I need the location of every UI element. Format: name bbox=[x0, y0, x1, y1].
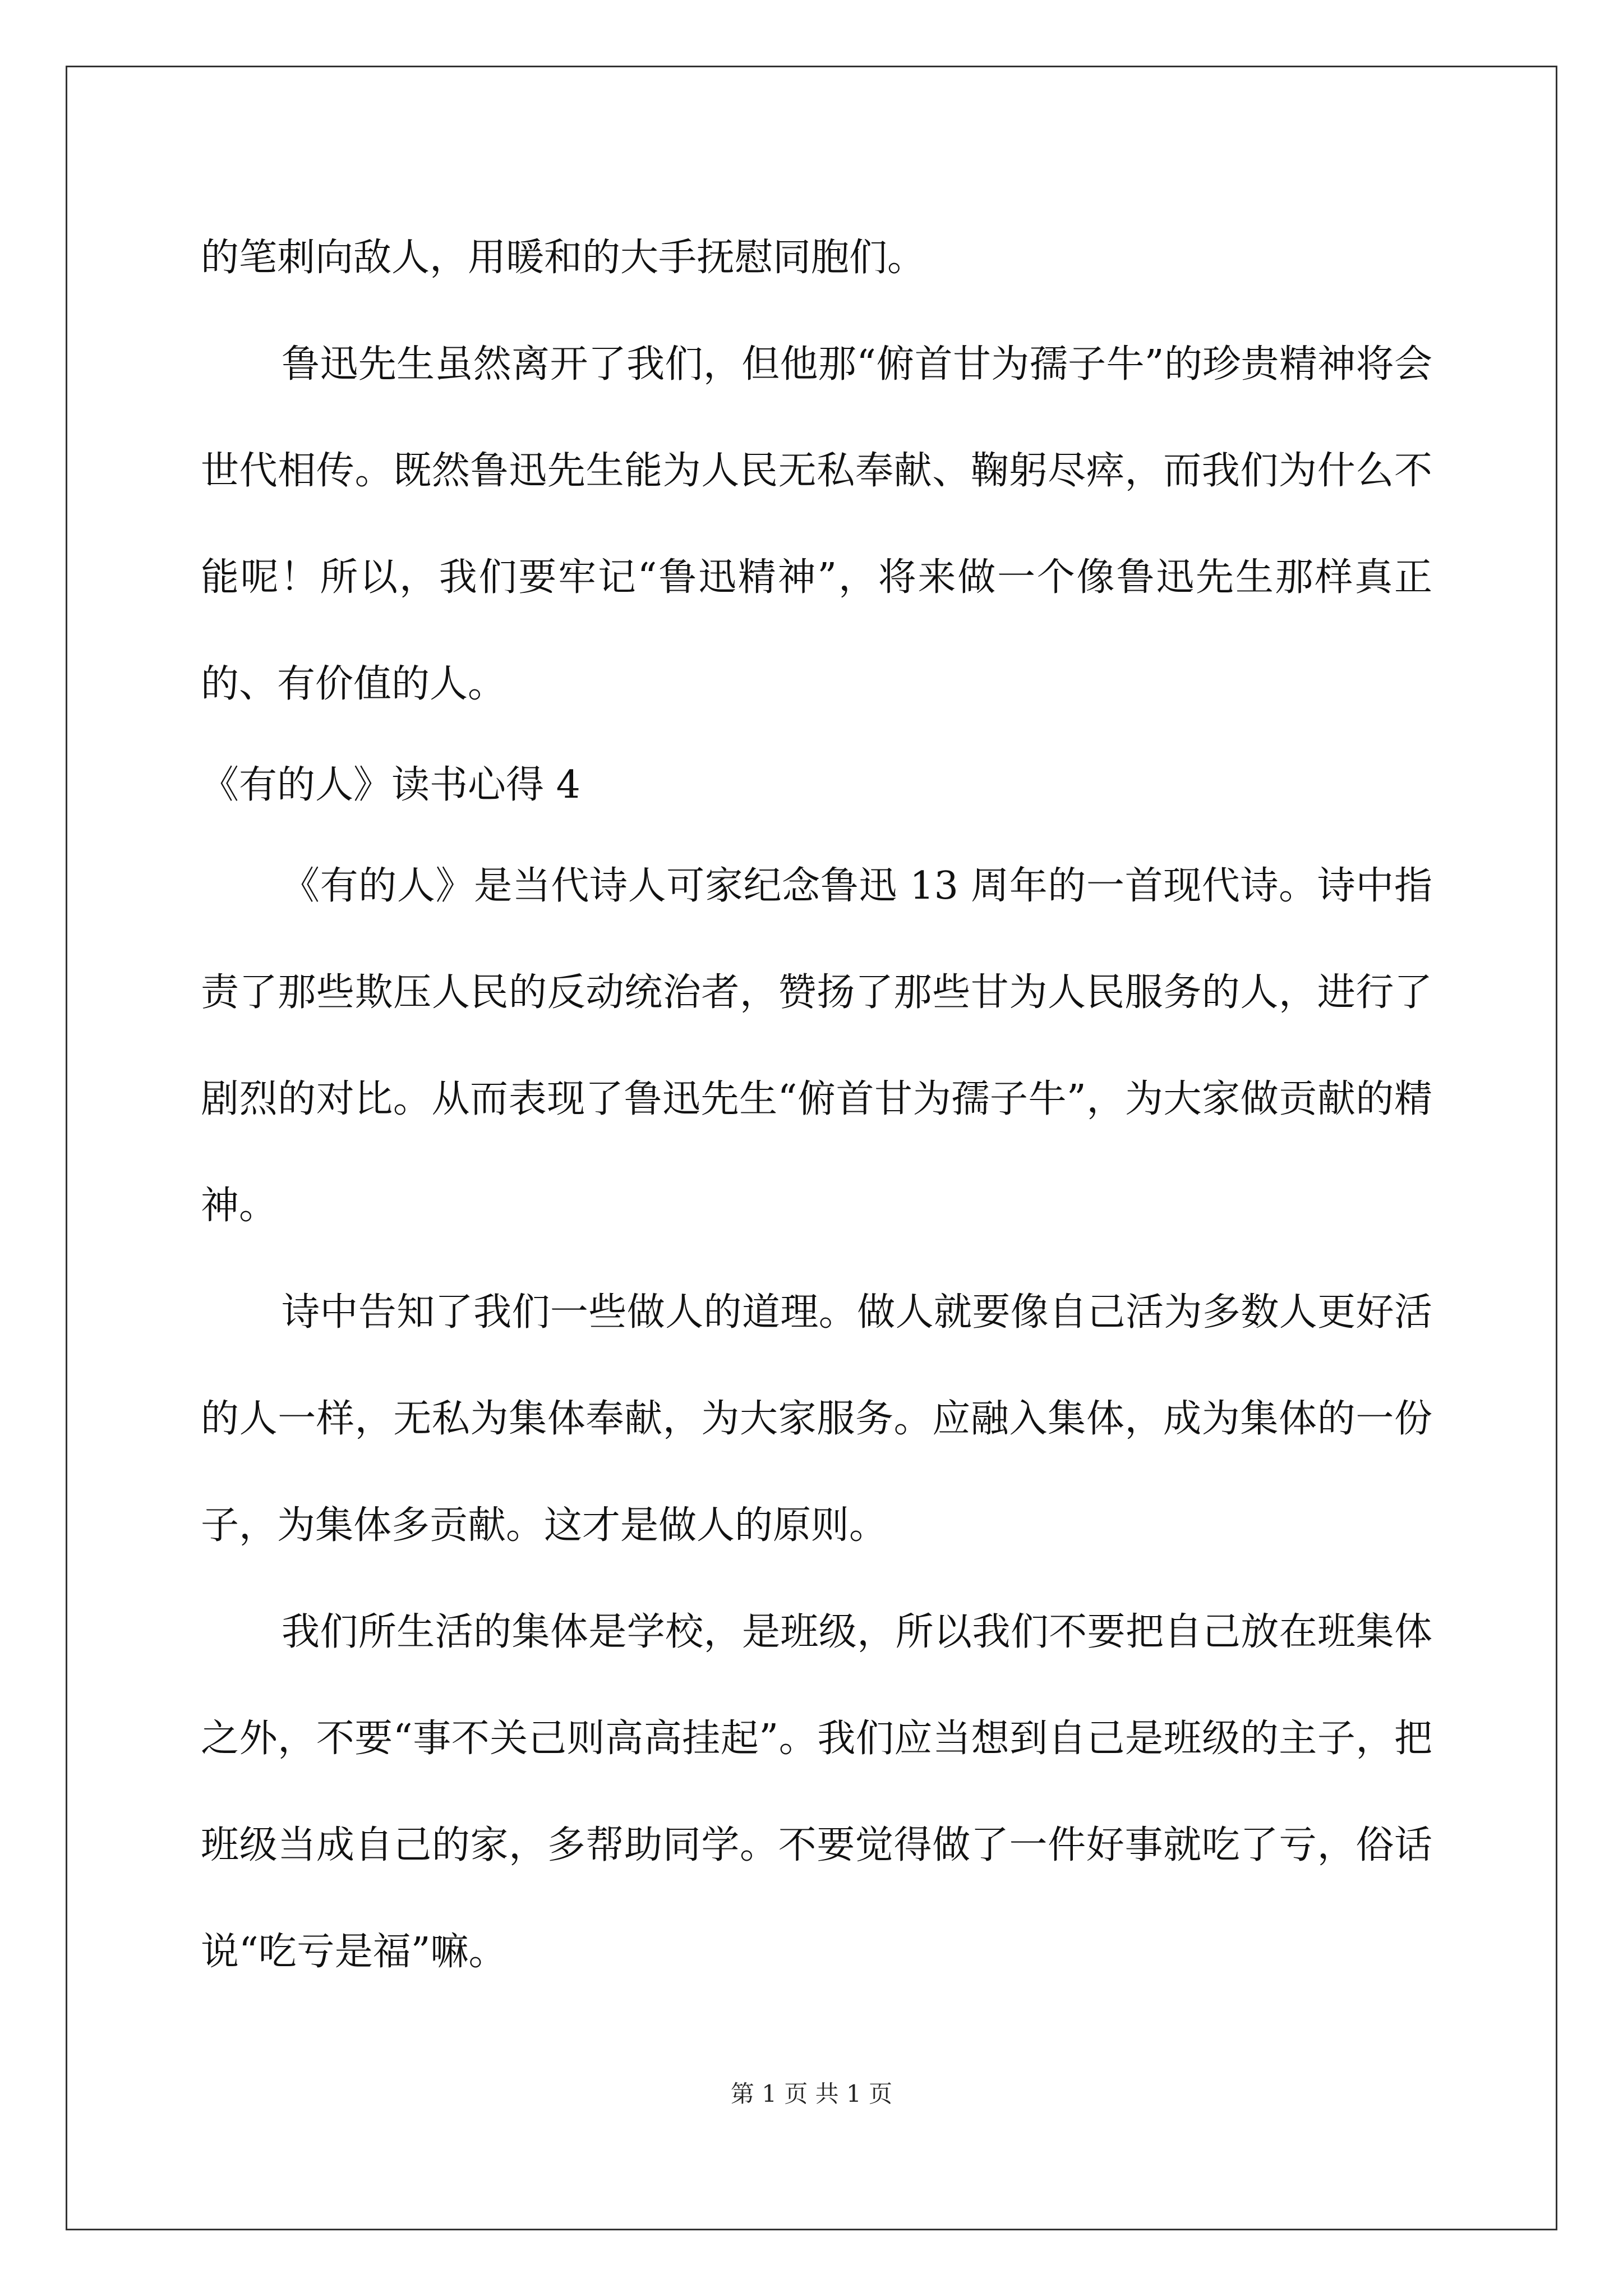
paragraph-class-collective: 我们所生活的集体是学校，是班级，所以我们不要把自己放在班集体之外，不要“事不关己则高高挂起”。我们应当想到自己是班级的主子，把班级当成自己的家，多帮助同学。不要觉得做了一件好事就吃了亏，俗话说“吃亏是福”嘛。 bbox=[201, 1610, 1432, 1974]
paragraph-lu-xun-spirit: 鲁迅先生虽然离开了我们，但他那“俯首甘为孺子牛”的珍贵精神将会世代相传。既然鲁迅先生能为人民无私奉献、鞠躬尽瘁，而我们为什么不能呢！所以，我们要牢记“鲁迅精神”，将来做一个像鲁迅先生那样真正的、有价值的人。 bbox=[201, 342, 1432, 706]
document-body bbox=[201, 205, 1432, 2005]
paragraph-life-lesson: 诗中告知了我们一些做人的道理。做人就要像自己活为多数人更好活的人一样，无私为集体奉献，为大家服务。应融入集体，成为集体的一份子，为集体多贡献。这才是做人的原则。 bbox=[201, 1290, 1432, 1548]
paragraph-continuation: 的笔刺向敌人，用暖和的大手抚慰同胞们。 bbox=[201, 236, 926, 280]
paragraph-poem-intro: 《有的人》是当代诗人可家纪念鲁迅 13 周年的一首现代诗。诗中指责了那些欺压人民的反动统治者，赞扬了那些甘为人民服务的人，进行了剧烈的对比。从而表现了鲁迅先生“俯首甘为孺子牛”，为大家做贡献的精神。 bbox=[201, 864, 1432, 1228]
section-heading: 《有的人》读书心得 4 bbox=[201, 763, 580, 807]
page-number-footer: 第 1 页 共 1 页 bbox=[730, 2080, 893, 2108]
